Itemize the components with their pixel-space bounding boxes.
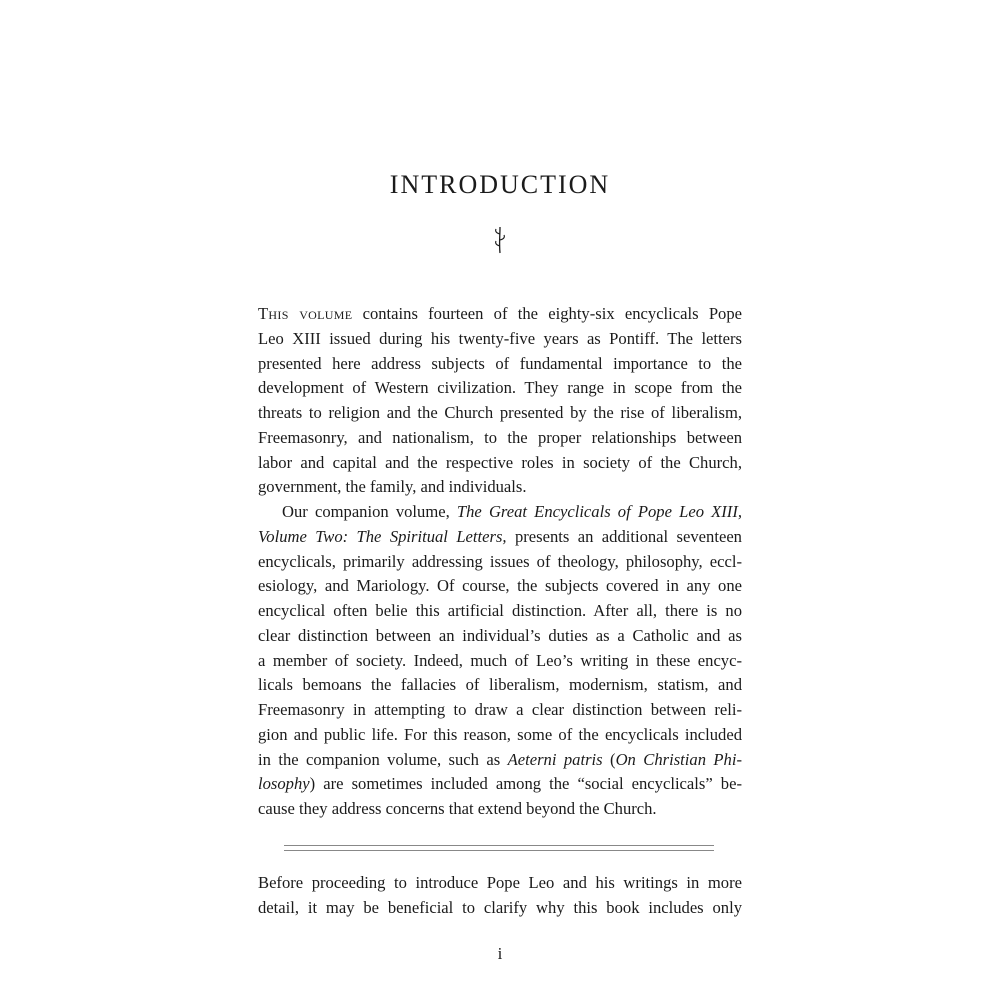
english-title-italic: On Christian Phi- xyxy=(615,749,742,769)
text-span: in the companion volume, such as xyxy=(258,749,508,769)
book-title-italic: Volume Two: The Spiritual Letters, xyxy=(258,526,507,546)
text-span: ( xyxy=(602,749,616,769)
text-line: labor and capital and the respective roles in society of the Church, xyxy=(258,452,742,472)
text-line: threats to religion and the Church presented by the rise of liberalism, xyxy=(258,403,742,422)
text-line: development of Western civilization. They range in scope from the xyxy=(258,378,742,398)
english-title-italic: losophy xyxy=(258,774,310,794)
text-line: encyclical often belie this artificial distinction. After all, there is no xyxy=(258,601,742,620)
text-line: encyclicals, primarily addressing issues of theology, philosophy, eccl- xyxy=(258,551,742,571)
body-text xyxy=(258,302,742,822)
text-line xyxy=(258,302,742,327)
text-line: esiology, and Mariology. Of course, the subjects covered in any one xyxy=(258,576,742,596)
text-line: cause they address concerns that extend beyond the Church. xyxy=(258,799,657,818)
text-line xyxy=(258,525,742,550)
text-line xyxy=(258,500,742,525)
text-line: clear distinction between an individual’s duties as a Catholic and as xyxy=(258,625,742,645)
section-divider xyxy=(284,845,714,851)
text-span: contains fourteen of the eighty-six encyclicals Pope xyxy=(352,304,743,323)
text-line: Freemasonry in attempting to draw a clear distinction between reli- xyxy=(258,700,742,719)
text-line: Freemasonry, and nationalism, to the proper relationships between xyxy=(258,427,742,447)
book-title-italic: The Great Encyclicals of Pope Leo XIII, xyxy=(456,502,742,521)
text-line: a member of society. Indeed, much of Leo’s writing in these encyc- xyxy=(258,650,742,670)
text-line: licals bemoans the fallacies of liberalism, modernism, statism, and xyxy=(258,675,742,695)
lead-small-caps: This volume xyxy=(258,304,353,323)
chapter-title: INTRODUCTION xyxy=(389,170,611,199)
text-line xyxy=(258,772,742,797)
text-span: Our companion volume, xyxy=(282,502,457,521)
text-line: government, the family, and individuals. xyxy=(258,477,527,497)
text-line: Before proceeding to introduce Pope Leo and his writings in more xyxy=(258,873,742,892)
body-text xyxy=(258,871,742,921)
fleuron-sprig-icon xyxy=(488,225,512,255)
text-line: presented here address subjects of fundamental importance to the xyxy=(258,353,742,373)
text-line: gion and public life. For this reason, some of the encyclicals included xyxy=(258,724,742,744)
latin-title-italic: Aeterni patris xyxy=(507,749,603,769)
text-line xyxy=(258,748,742,773)
text-span: ) are sometimes included among the “social encyclicals” be- xyxy=(309,774,742,794)
text-line: detail, it may be beneficial to clarify why this book includes only xyxy=(258,897,742,917)
text-line: Leo XIII issued during his twenty-five years as Pontiff. The letters xyxy=(258,328,742,348)
text-span: presents an additional seventeen xyxy=(506,526,742,546)
page-number: i xyxy=(497,944,503,963)
